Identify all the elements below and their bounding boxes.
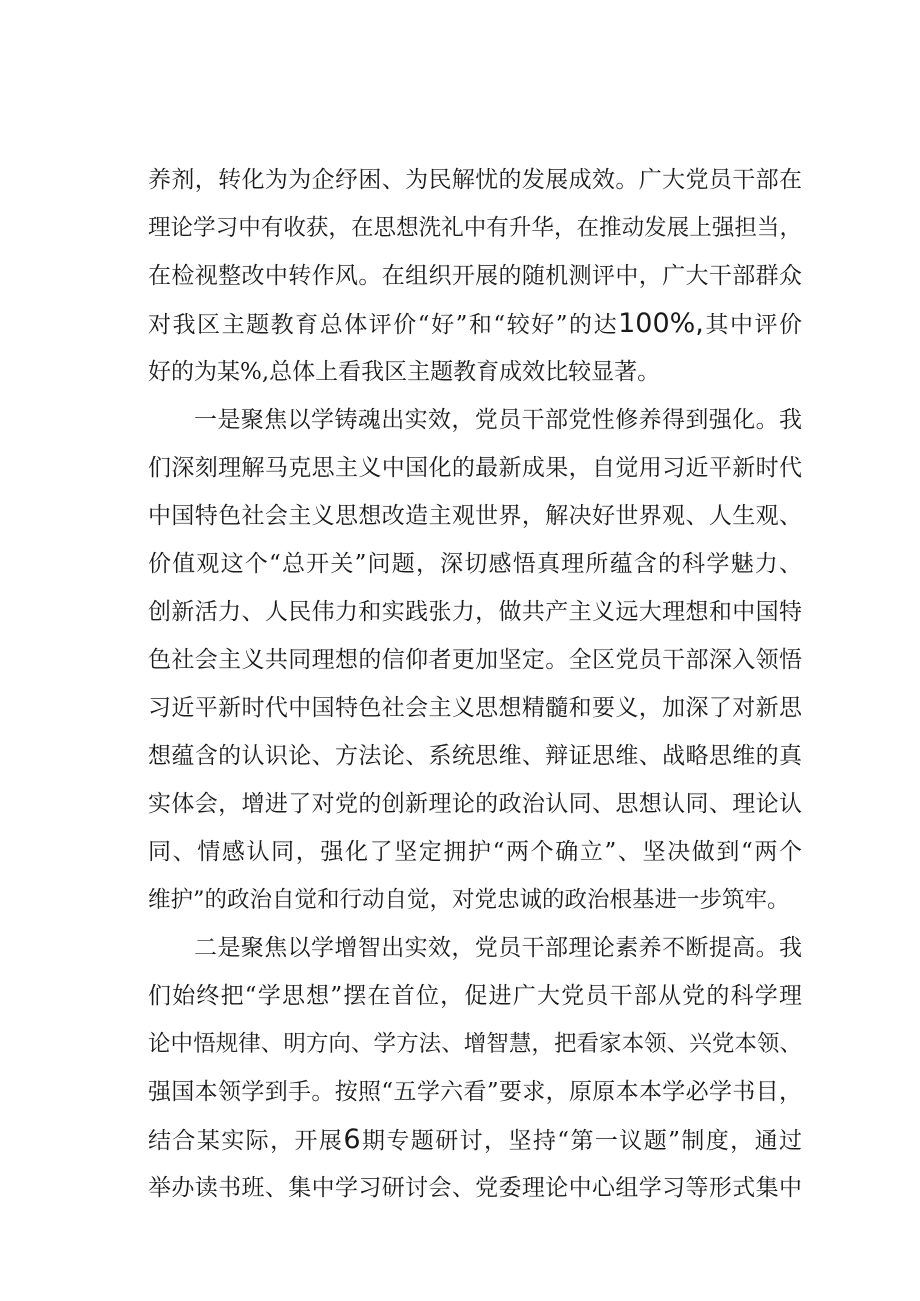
text-line: 创新活力、人民伟力和实践张力，做共产主义远大理想和中国特 (148, 599, 802, 625)
paragraph-1 (148, 156, 802, 396)
paragraph-2 (148, 396, 802, 924)
text-line: 维护”的政治自觉和行动自觉，对党忠诚的政治根基进一步筑牢。 (148, 887, 790, 913)
session-count: 6 (343, 1124, 361, 1155)
text-line (148, 1116, 802, 1164)
text-line: 一是聚焦以学铸魂出实效，党员干部党性修养得到强化。我 (194, 407, 802, 433)
text-line: 想蕴含的认识论、方法论、系统思维、辩证思维、战略思维的真 (148, 743, 802, 769)
text-line: 在检视整改中转作风。在组织开展的随机测评中，广大干部群众 (148, 263, 802, 289)
text-line: 强国本领学到手。按照“五学六看”要求，原原本本学必学书目， (148, 1079, 802, 1105)
text-line: 们深刻理解马克思主义中国化的最新成果，自觉用习近平新时代 (148, 455, 802, 481)
document-body (148, 156, 802, 1212)
text-segment: 结合某实际，开展 (148, 1128, 344, 1154)
paragraph-3 (148, 924, 802, 1212)
text-line: 论中悟规律、明方向、学方法、增智慧，把看家本领、兴党本领、 (148, 1031, 802, 1057)
percentage-value: 100%, (618, 308, 704, 339)
text-line: 养剂，转化为为企纾困、为民解忧的发展成效。广大党员干部在 (148, 167, 802, 193)
text-segment: 其中评价 (703, 312, 802, 338)
text-line: 习近平新时代中国特色社会主义思想精髓和要义，加深了对新思 (148, 695, 802, 721)
text-line: 们始终把“学思想”摆在首位，促进广大党员干部从党的科学理 (148, 983, 802, 1009)
text-segment: 期专题研讨，坚持“第一议题”制度，通过 (360, 1128, 802, 1154)
text-line: 色社会主义共同理想的信仰者更加坚定。全区党员干部深入领悟 (148, 647, 802, 673)
text-line: 价值观这个“总开关”问题，深切感悟真理所蕴含的科学魅力、 (148, 551, 802, 577)
text-line: 举办读书班、集中学习研讨会、党委理论中心组学习等形式集中 (148, 1175, 802, 1201)
text-line (148, 300, 802, 348)
text-line: 中国特色社会主义思想改造主观世界，解决好世界观、人生观、 (148, 503, 802, 529)
text-segment: 对我区主题教育总体评价“好”和“较好”的达 (148, 312, 619, 338)
text-line: 二是聚焦以学增智出实效，党员干部理论素养不断提高。我 (194, 935, 802, 961)
text-line: 实体会，增进了对党的创新理论的政治认同、思想认同、理论认 (148, 791, 802, 817)
text-line: 同、情感认同，强化了坚定拥护“两个确立”、坚决做到“两个 (148, 839, 802, 865)
text-line: 理论学习中有收获，在思想洗礼中有升华，在推动发展上强担当， (148, 215, 802, 241)
text-line: 好的为某%,总体上看我区主题教育成效比较显著。 (148, 359, 661, 385)
